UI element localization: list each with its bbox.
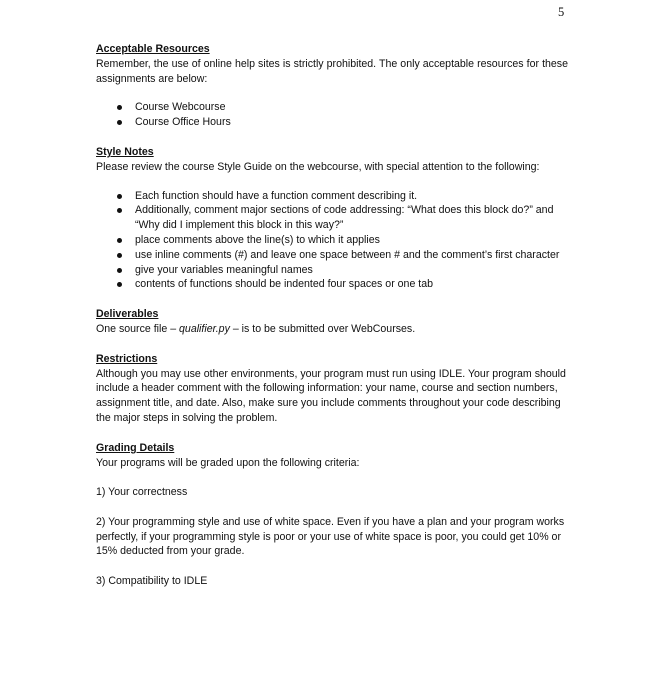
list-item: contents of functions should be indented four spaces or one tab [135,277,568,292]
restrictions-text: Although you may use other environments, your program must run using IDLE. Your program should include a header comment with the following information: your name, course and section numbers, assignment title, and date. Also, make sure you include comments throughout your code describing the major steps in solving the problem. [96,367,566,424]
deliverables-filename: qualifier.py [179,322,230,335]
acceptable-resources-heading: Acceptable Resources [96,43,210,55]
style-notes-section [96,145,568,292]
style-notes-text: Please review the course Style Guide on the webcourse, with special attention to the following: [96,160,540,173]
list-item: use inline comments (#) and leave one space between # and the comment’s first character [135,248,568,263]
acceptable-resources-text: Remember, the use of online help sites is strictly prohibited. The only acceptable resources for these assignments are below: [96,57,568,85]
grading-details-section [96,441,568,589]
list-item: place comments above the line(s) to which it applies [135,233,568,248]
restrictions-heading: Restrictions [96,352,158,365]
restrictions-section [96,352,568,426]
grading-details-intro: Your programs will be graded upon the following criteria: [96,456,360,469]
list-item: Course Office Hours [135,115,568,130]
grading-details-heading: Grading Details [96,441,175,454]
deliverables-text-before: One source file – [96,322,180,335]
page-number: 5 [558,5,565,19]
list-item: Each function should have a function comment describing it. [135,189,568,204]
deliverables-heading: Deliverables [96,308,159,321]
deliverables-section [96,307,568,337]
list-item: Course Webcourse [135,100,568,115]
grading-criterion: 1) Your correctness [96,486,188,499]
deliverables-text-after: – is to be submitted over WebCourses. [229,322,416,335]
style-notes-heading: Style Notes [96,145,154,158]
deliverables-text [96,322,568,337]
style-notes-list [96,189,568,293]
list-item: Additionally, comment major sections of code addressing: “What does this block do?” and “Why did I implement this block in this way?” [135,203,568,233]
grading-criterion: 3) Compatibility to IDLE [96,574,208,587]
grading-criterion: 2) Your programming style and use of white space. Even if you have a plan and your program works perfectly, if your programming style is poor or your use of white space is poor, you could get 10% or 15% deducted from your grade. [96,515,565,558]
acceptable-resources-list [96,100,568,130]
acceptable-resources-section [96,42,568,130]
list-item: give your variables meaningful names [135,263,568,278]
document-body [96,42,568,589]
